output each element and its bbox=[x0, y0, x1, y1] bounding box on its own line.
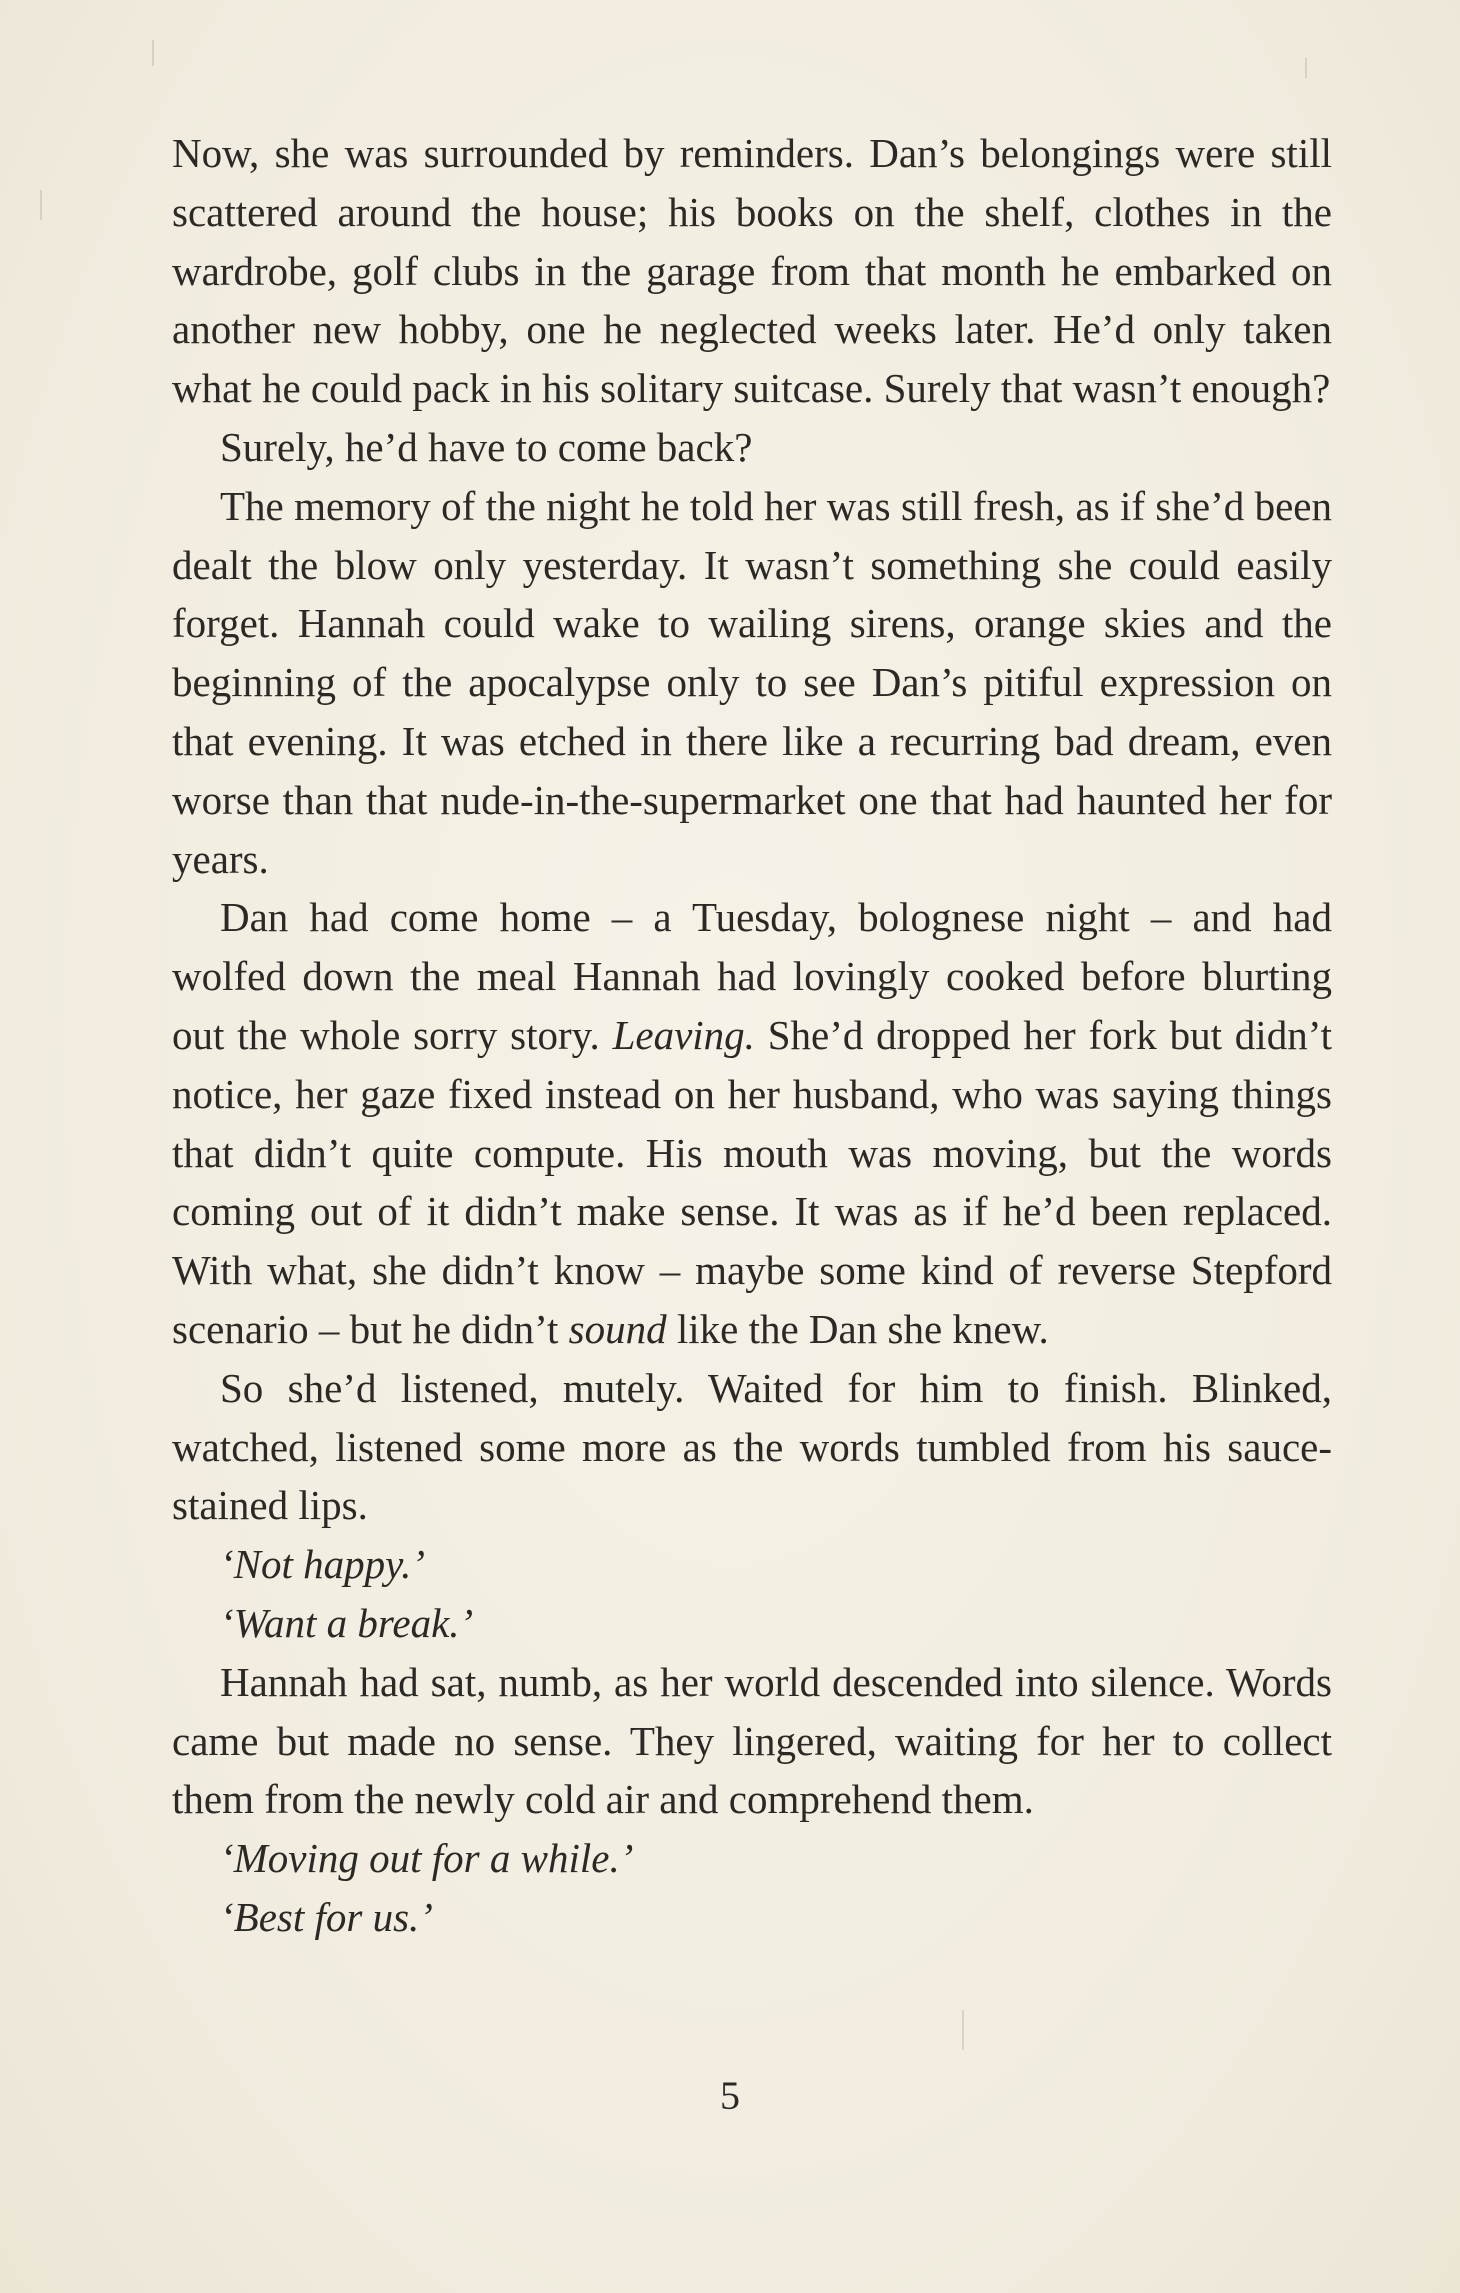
paragraph bbox=[172, 888, 1332, 1358]
dialogue-line: ‘Moving out for a while.’ bbox=[220, 1835, 634, 1882]
paragraph: Hannah had sat, numb, as her world descended into silence. Words came but made no sense. They lingered, waiting for her to collect them from the newly cold air and comprehend them. bbox=[172, 1658, 1332, 1823]
paper-speck bbox=[1305, 58, 1307, 78]
dialogue-line: ‘Best for us.’ bbox=[220, 1893, 433, 1940]
paragraph: So she’d listened, mutely. Waited for him to finish. Blinked, watched, listened some more as the words tumbled from his sauce-stained lips. bbox=[172, 1364, 1332, 1529]
page-number: 5 bbox=[720, 2073, 740, 2118]
dialogue-line: ‘Want a break.’ bbox=[220, 1599, 474, 1646]
paragraph: Surely, he’d have to come back? bbox=[220, 423, 753, 470]
paragraph-text: She’d dropped her fork but didn’t notice, her gaze fixed instead on her husband, who was saying things that didn’t quite compute. His mouth was moving, but the words coming out of it didn’t make sense. It was as if he’d been replaced. With what, she didn’t know – maybe some kind of reverse Stepford scenario – but he didn’t bbox=[172, 1011, 1332, 1352]
paragraph-text: like the Dan she knew. bbox=[666, 1305, 1049, 1352]
emphasis-text: sound bbox=[568, 1305, 667, 1352]
paragraph: Now, she was surrounded by reminders. Dan’s belongings were still scattered around the house; his books on the shelf, clothes in the wardrobe, golf clubs in the garage from that month he embarked on another new hobby, one he neglected weeks later. He’d only taken what he could pack in his solitary suitcase. Surely that wasn’t enough? bbox=[172, 130, 1332, 412]
emphasis-text: Leaving. bbox=[612, 1011, 755, 1058]
dialogue-line: ‘Not happy.’ bbox=[220, 1541, 425, 1588]
paper-speck bbox=[962, 2010, 964, 2050]
paper-speck bbox=[40, 190, 42, 220]
body-text bbox=[172, 124, 1332, 1947]
paragraph-text: Dan had come home – a Tuesday, bolognese night – and had wolfed down the meal Hannah had lovingly cooked before blurting out the whole sorry story. bbox=[172, 894, 1332, 1058]
paper-speck bbox=[152, 40, 154, 66]
paragraph: The memory of the night he told her was still fresh, as if she’d been dealt the blow only yesterday. It wasn’t something she could easily forget. Hannah could wake to wailing sirens, orange skies and the beginning of the apocalypse only to see Dan’s pitiful expression on that evening. It was etched in there like a recurring bad dream, even worse than that nude-in-the-supermarket one that had haunted her for years. bbox=[172, 482, 1332, 882]
